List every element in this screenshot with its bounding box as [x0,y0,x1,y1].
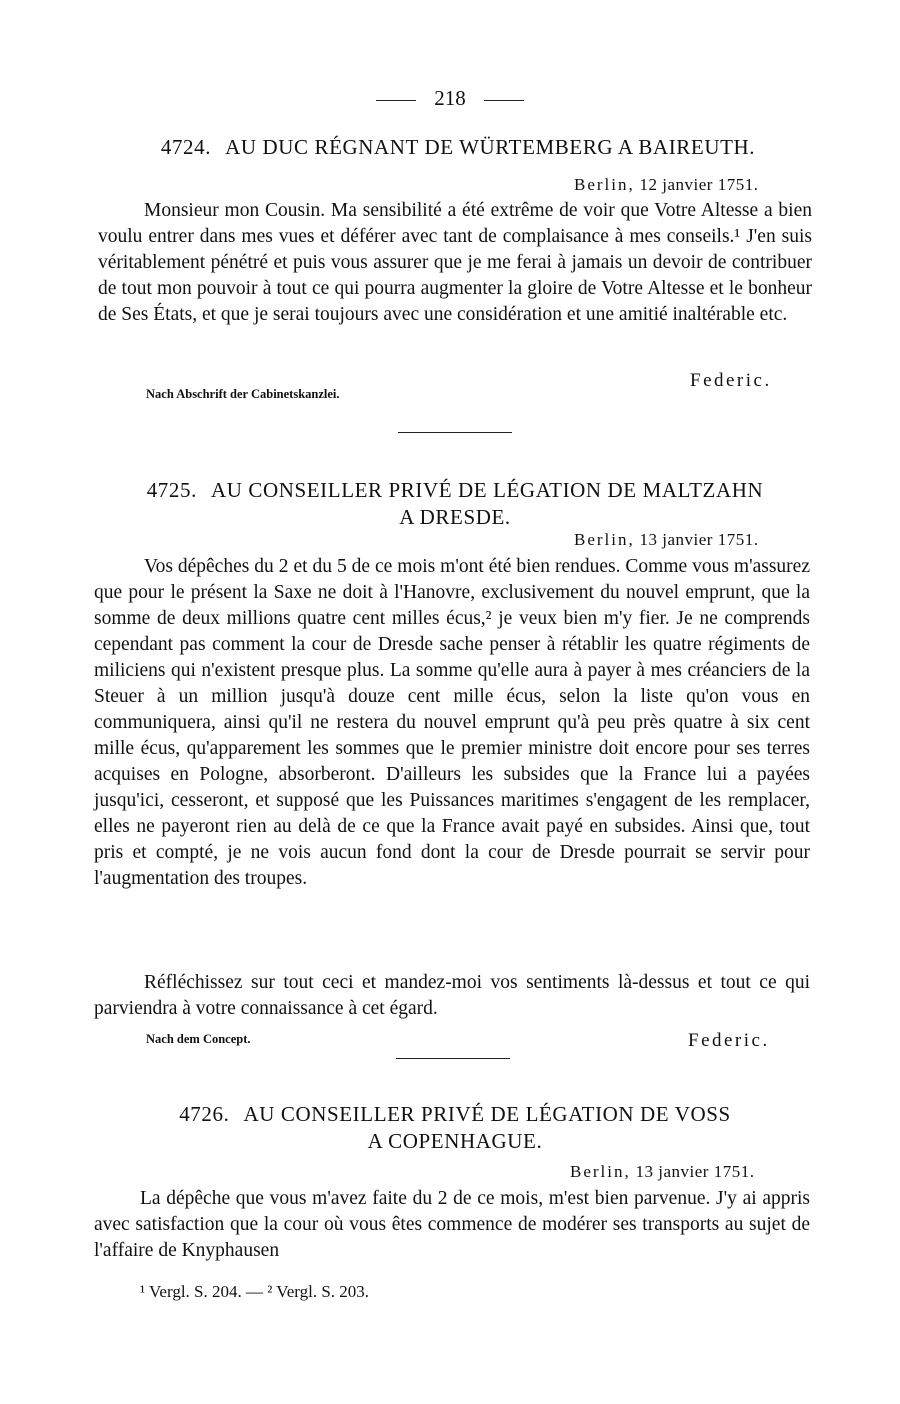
letter-number: 4724. [160,135,212,159]
footnotes: ¹ Vergl. S. 204. — ² Vergl. S. 203. [140,1282,370,1301]
letter-title [98,477,812,531]
letter-body: La dépêche que vous m'avez faite du 2 de ce mois, m'est bien parvenue. J'y ai appris avec satisfaction que la cour où vous êtes commence de modérer ses transports au sujet de l'affaire de Knyphausen [94,1188,810,1261]
letter-signature: Federic. [688,1030,770,1051]
letter-dateline: Berlin, 12 janvier 1751. [574,175,759,194]
letter-heading-line2: A COPENHAGUE. [367,1129,543,1153]
section-divider [398,432,512,433]
letter-heading: AU CONSEILLER PRIVÉ DE LÉGATION DE MALTZAHN [210,478,764,502]
page-number-dash-left [376,100,416,101]
letter-source-note: Nach Abschrift der Cabinetskanzlei. [146,387,340,401]
letter-title [98,1101,812,1155]
letter-heading-line2: A DRESDE. [399,505,511,529]
letter-number: 4725. [146,478,197,502]
letter-title [98,134,818,161]
letter-heading: AU DUC RÉGNANT DE WÜRTEMBERG A BAIREUTH. [225,135,756,159]
page-number-dash-right [484,100,524,101]
letter-body: Vos dépêches du 2 et du 5 de ce mois m'ont été bien rendues. Comme vous m'assurez que pour le présent la Saxe ne doit à l'Hanovre, exclusivement du nouvel emprunt, que la somme de deux millions quatre cent milles écus,² je veux bien m'y fier. Je ne comprends cependant pas comment la cour de Dresde sache penser à rétablir les quatre régiments de miliciens qui n'existent presque plus. La somme qu'elle aura à payer à mes créanciers de la Steuer à un million jusqu'à douze cent mille écus, selon la liste qu'on vous en communiquera, ainsi qu'il ne restera du nouvel emprunt qu'à peu près quatre à six cent mille écus, qu'apparement les sommes que le premier ministre doit encore pour ses terres acquises en Pologne, absorberont. D'ailleurs les subsides que la France lui a payées jusqu'ici, cesseront, et supposé que les Puissances maritimes s'engagent de les remplacer, elles ne payeront rien au delà de ce que la France avait payé en subsides. Ainsi que, tout pris et compté, je ne vois aucun fond dont la cour de Dresde pourrait se servir pour l'augmentation des troupes. [94,556,810,889]
letter-body: Monsieur mon Cousin. Ma sensibilité a été extrême de voir que Votre Altesse a bien voulu entrer dans mes vues et déférer avec tant de complaisance à mes conseils.¹ J'en suis véritablement pénétré et puis vous assurer que je me ferai à jamais un devoir de contribuer de tout mon pouvoir à tout ce qui pourra augmenter la gloire de Votre Altesse et le bonheur de Ses États, et que je serai toujours avec une considération et une amitié inaltérable etc. [98,200,812,325]
letter-number: 4726. [179,1102,230,1126]
letter-signature: Federic. [690,370,772,391]
page-number: 218 [0,86,900,111]
letter-heading: AU CONSEILLER PRIVÉ DE LÉGATION DE VOSS [243,1102,731,1126]
section-divider [396,1058,510,1059]
letter-dateline: Berlin, 13 janvier 1751. [574,530,759,549]
letter-source-note: Nach dem Concept. [146,1032,251,1046]
letter-body-continued: Réfléchissez sur tout ceci et mandez-moi vos sentiments là-dessus et tout ce qui parviendra à votre connaissance à cet égard. [94,972,810,1019]
letter-dateline: Berlin, 13 janvier 1751. [570,1162,755,1181]
